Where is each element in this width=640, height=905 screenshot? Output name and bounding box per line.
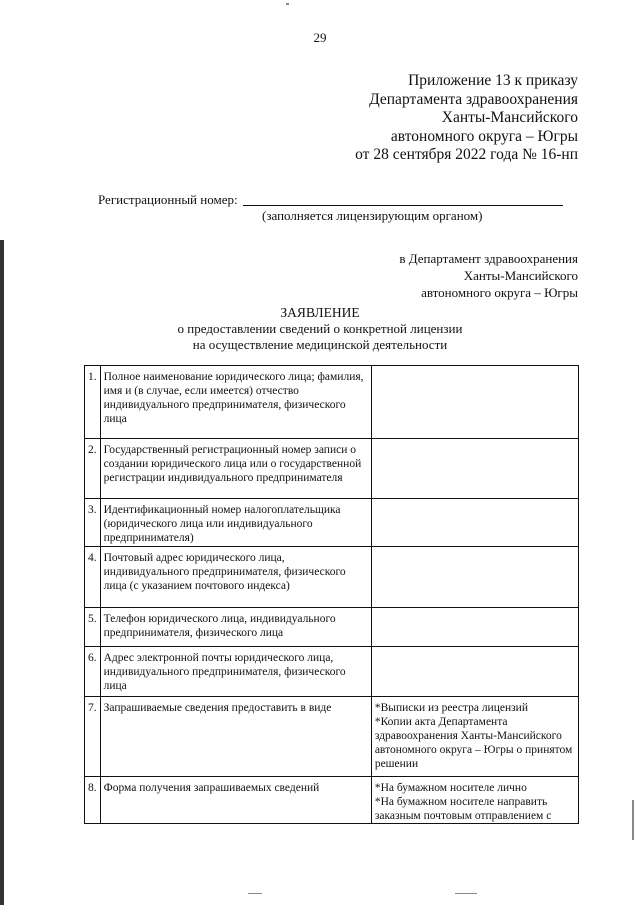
registration-number-field[interactable] [243, 205, 563, 206]
statement-heading [0, 305, 640, 353]
option-mark: * [374, 716, 381, 728]
appendix-header [355, 72, 578, 165]
row-number: 7. [85, 697, 101, 777]
registration-number-note: (заполняется лицензирующим органом) [262, 208, 483, 223]
table-row [85, 366, 579, 439]
row-number: 1. [85, 366, 101, 439]
option-item[interactable] [375, 795, 575, 823]
row-label: Государственный регистрационный номер записи о создании юридического лица или о государственной регистрации индивидуального предпринимателя [100, 439, 371, 499]
row-number: 8. [85, 777, 101, 824]
option-label: Копии акта Департамента здравоохранения Ханты-Мансийского автономного округа – Югры о принятом решении [374, 716, 573, 770]
table-row [85, 499, 579, 547]
appendix-line: Ханты-Мансийского [441, 109, 578, 126]
option-item[interactable] [375, 701, 575, 715]
row-number: 4. [85, 547, 101, 608]
table-row [85, 608, 579, 647]
page-number: 29 [313, 30, 327, 45]
table-row [85, 547, 579, 608]
addressee-line: в Департамент здравоохранения [399, 251, 578, 266]
scan-speck [632, 800, 634, 840]
addressee-line: автономного округа – Югры [421, 285, 578, 300]
registration-number-label: Регистрационный номер: [98, 192, 238, 207]
option-label: Выписки из реестра лицензий [380, 702, 528, 714]
addressee-line: Ханты-Мансийского [463, 268, 578, 283]
row-value-field[interactable] [371, 366, 578, 439]
appendix-line: от 28 сентября 2022 года № 16-нп [355, 146, 578, 163]
option-label: На бумажном носителе направить заказным почтовым отправлением с [374, 796, 552, 822]
appendix-line: Департамента здравоохранения [369, 90, 578, 108]
row-value-field[interactable] [371, 499, 578, 547]
option-mark: * [374, 782, 381, 794]
table-row [85, 777, 579, 824]
row-label: Адрес электронной почты юридического лица, индивидуального предпринимателя, физического лица [100, 647, 371, 697]
statement-subtitle-line: на осуществление медицинской деятельности [192, 337, 448, 352]
row-value-field[interactable] [371, 647, 578, 697]
row-label: Запрашиваемые сведения предоставить в виде [100, 697, 371, 777]
option-item[interactable] [375, 715, 575, 771]
row-number: 3. [85, 499, 101, 547]
row-number: 5. [85, 608, 101, 647]
option-label: На бумажном носителе лично [380, 782, 527, 794]
table-row [85, 647, 579, 697]
row-value-field[interactable] [371, 608, 578, 647]
row-label: Телефон юридического лица, индивидуального предпринимателя, физического лица [100, 608, 371, 647]
table-row [85, 439, 579, 499]
scan-speck [248, 893, 262, 894]
row-label: Почтовый адрес юридического лица, индивидуального предпринимателя, физического лица (с указанием почтового индекса) [100, 547, 371, 608]
table-row [85, 697, 579, 777]
application-table [84, 365, 579, 824]
row-number: 2. [85, 439, 101, 499]
option-mark: * [374, 702, 381, 714]
row-options-cell[interactable] [371, 777, 578, 824]
option-item[interactable] [375, 781, 575, 795]
row-options-cell[interactable] [371, 697, 578, 777]
addressee-block [399, 250, 578, 301]
row-value-field[interactable] [371, 439, 578, 499]
row-label: Идентификационный номер налогоплательщика (юридического лица или индивидуального предпринимателя) [100, 499, 371, 547]
scan-speck [455, 893, 477, 894]
row-number: 6. [85, 647, 101, 697]
row-value-field[interactable] [371, 547, 578, 608]
option-mark: * [374, 796, 381, 808]
scan-speck [286, 3, 289, 5]
appendix-line: Приложение 13 к приказу [408, 72, 578, 89]
row-label: Форма получения запрашиваемых сведений [100, 777, 371, 824]
row-label: Полное наименование юридического лица; фамилия, имя и (в случае, если имеется) отчество индивидуального предпринимателя, физического лица [100, 366, 371, 439]
appendix-line: автономного округа – Югры [390, 127, 578, 145]
statement-title: ЗАЯВЛЕНИЕ [280, 305, 360, 320]
statement-subtitle-line: о предоставлении сведений о конкретной лицензии [177, 321, 463, 336]
